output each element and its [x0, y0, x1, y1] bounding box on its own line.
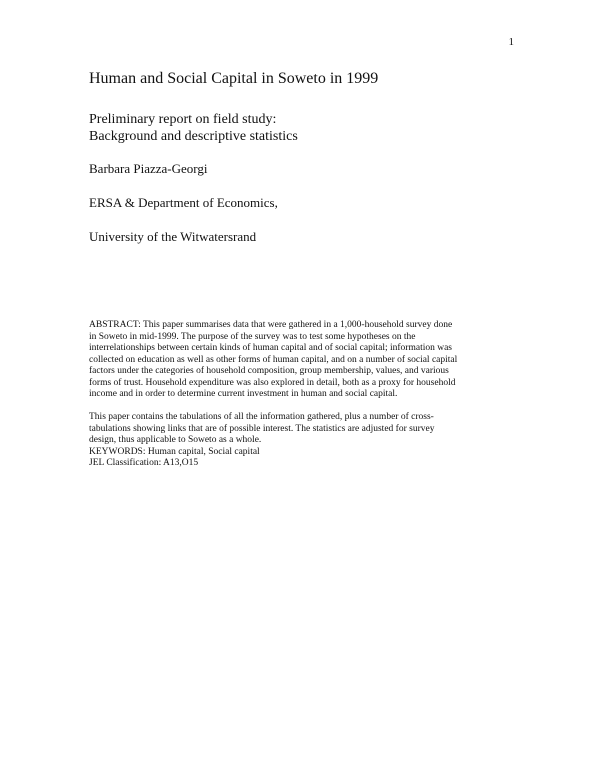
- abstract-line: design, thus applicable to Soweto as a whole.: [89, 435, 262, 445]
- abstract-line: collected on education as well as other forms of human capital, and on a number of social capital: [89, 354, 458, 365]
- abstract-line: income and in order to determine current investment in human and social capital.: [89, 389, 398, 399]
- page-number: 1: [508, 36, 514, 48]
- keywords-line: KEYWORDS: Human capital, Social capital: [89, 446, 260, 457]
- abstract-line: factors under the categories of household composition, group membership, values, and various: [89, 366, 449, 376]
- affiliation-university: University of the Witwatersrand: [89, 229, 257, 244]
- jel-classification-line: JEL Classification: A13,O15: [89, 458, 199, 468]
- abstract-line: tabulations showing links that are of possible interest. The statistics are adjusted for survey: [89, 423, 435, 434]
- author-name: Barbara Piazza-Georgi: [89, 161, 208, 176]
- paper-title: Human and Social Capital in Soweto in 1999: [89, 70, 379, 87]
- abstract-line: ABSTRACT: This paper summarises data that were gathered in a 1,000-household survey done: [89, 320, 453, 330]
- abstract-block: [89, 320, 519, 470]
- subtitle-line: Background and descriptive statistics: [89, 129, 298, 144]
- abstract-line: in Soweto in mid-1999. The purpose of the survey was to test some hypotheses on the: [89, 331, 416, 342]
- paper-subtitle: [89, 111, 298, 145]
- subtitle-line: Preliminary report on field study:: [89, 112, 277, 127]
- paragraph-spacer: [89, 401, 519, 413]
- abstract-line: This paper contains the tabulations of all the information gathered, plus a number of cross-: [89, 412, 434, 422]
- affiliation-department: ERSA & Department of Economics,: [89, 195, 278, 210]
- abstract-line: interrelationships between certain kinds of human capital and of social capital; information was: [89, 343, 452, 353]
- abstract-line: forms of trust. Household expenditure was also explored in detail, both as a proxy for household: [89, 377, 456, 388]
